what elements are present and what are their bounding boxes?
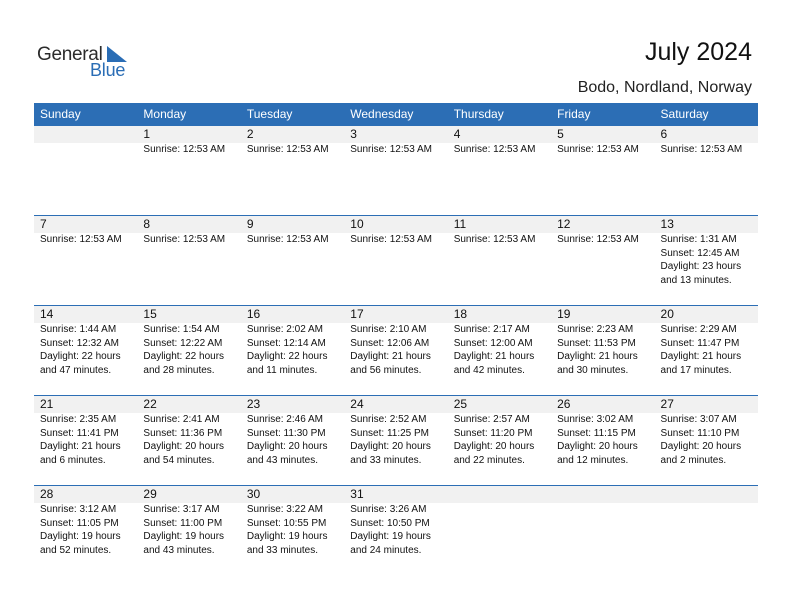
day-info-line: Daylight: 20 hours xyxy=(453,441,535,452)
day-info-line: Sunset: 11:00 PM xyxy=(143,517,223,529)
weekday-wednesday: Wednesday xyxy=(350,107,414,121)
day-info-line: Sunset: 12:32 AM xyxy=(40,337,119,349)
weekday-header xyxy=(34,103,758,125)
day-cell xyxy=(448,486,551,576)
day-cell xyxy=(34,126,137,216)
day-info-line: Sunrise: 2:35 AM xyxy=(40,414,117,425)
day-number: 19 xyxy=(551,306,654,323)
day-info-line: Sunset: 11:30 PM xyxy=(246,427,326,439)
day-number: 7 xyxy=(34,216,137,233)
day-cell xyxy=(551,486,654,576)
day-number: 28 xyxy=(34,486,137,503)
day-cell xyxy=(551,216,654,306)
day-number: 24 xyxy=(344,396,447,413)
day-info-line: Sunrise: 12:53 AM xyxy=(143,234,226,245)
day-cell xyxy=(34,216,137,306)
day-info-line: Daylight: 21 hours xyxy=(40,441,121,452)
day-number: 5 xyxy=(551,126,654,143)
day-number: 11 xyxy=(448,216,551,233)
day-info-line: Daylight: 20 hours xyxy=(246,441,328,452)
day-info-line: Daylight: 22 hours xyxy=(143,351,225,362)
day-info-line: Daylight: 21 hours xyxy=(350,351,431,362)
day-info-line: Sunrise: 2:46 AM xyxy=(246,414,323,425)
day-number xyxy=(655,486,758,503)
brand-name-blue: Blue xyxy=(90,60,126,80)
brand-logo xyxy=(37,44,137,80)
day-number: 18 xyxy=(448,306,551,323)
day-info-line: and 12 minutes. xyxy=(557,454,629,466)
day-info-line: Sunset: 11:47 PM xyxy=(660,337,740,349)
calendar-week xyxy=(34,305,758,396)
day-info-line: and 33 minutes. xyxy=(350,454,422,466)
day-info-line: and 43 minutes. xyxy=(246,454,319,466)
day-number: 31 xyxy=(344,486,447,503)
day-info-line: Sunset: 12:06 AM xyxy=(350,337,430,349)
day-info-line: Sunrise: 2:02 AM xyxy=(246,324,323,335)
day-info-line: Sunset: 11:53 PM xyxy=(557,337,636,349)
day-cell xyxy=(34,486,137,576)
day-info-line: and 47 minutes. xyxy=(40,364,112,376)
day-cell xyxy=(655,396,758,486)
day-info-line: and 56 minutes. xyxy=(350,364,422,376)
day-number: 12 xyxy=(551,216,654,233)
day-cell xyxy=(344,486,447,576)
day-info-line: Sunset: 11:25 PM xyxy=(350,427,430,439)
day-info-line: Sunrise: 2:52 AM xyxy=(350,414,427,425)
day-info-line: Daylight: 19 hours xyxy=(350,531,431,542)
day-number: 29 xyxy=(137,486,240,503)
day-cell xyxy=(551,126,654,216)
day-info-line: Sunrise: 2:29 AM xyxy=(660,324,737,335)
day-info-line: Sunset: 12:14 AM xyxy=(246,337,326,349)
day-info-line: Sunset: 10:55 PM xyxy=(246,517,327,529)
day-number: 14 xyxy=(34,306,137,323)
weekday-sunday: Sunday xyxy=(40,107,81,121)
day-number: 23 xyxy=(241,396,344,413)
day-info-line: Sunrise: 12:53 AM xyxy=(350,234,432,245)
day-number: 26 xyxy=(551,396,654,413)
day-info-line: Sunrise: 12:53 AM xyxy=(660,144,743,155)
day-info-line: and 17 minutes. xyxy=(660,364,732,376)
day-cell xyxy=(344,306,447,396)
day-info-line: Daylight: 20 hours xyxy=(660,441,742,452)
day-info-line: Sunset: 11:05 PM xyxy=(40,517,119,529)
day-cell xyxy=(655,306,758,396)
day-number: 8 xyxy=(137,216,240,233)
day-info-line: Sunrise: 3:22 AM xyxy=(246,504,323,515)
day-info-line: Sunrise: 12:53 AM xyxy=(40,234,122,245)
page-title: July 2024 xyxy=(644,38,752,66)
day-info-line: Sunrise: 1:31 AM xyxy=(660,234,737,245)
weekday-thursday: Thursday xyxy=(453,107,504,121)
weekday-friday: Friday xyxy=(557,107,591,121)
day-number: 3 xyxy=(344,126,447,143)
day-info-line: and 11 minutes. xyxy=(246,364,318,376)
day-info-line: Daylight: 19 hours xyxy=(143,531,225,542)
day-info-line: Daylight: 19 hours xyxy=(246,531,328,542)
day-info-line: and 6 minutes. xyxy=(40,454,106,466)
day-info-line: Daylight: 20 hours xyxy=(350,441,431,452)
day-info-line: Daylight: 22 hours xyxy=(246,351,328,362)
day-info-line: Sunrise: 12:53 AM xyxy=(143,144,226,155)
day-number xyxy=(448,486,551,503)
day-info-line: Sunrise: 2:10 AM xyxy=(350,324,427,335)
day-info-line: Sunset: 11:41 PM xyxy=(40,427,119,439)
day-info-line: Sunset: 11:20 PM xyxy=(453,427,533,439)
day-cell xyxy=(241,126,344,216)
brand-name-general: General xyxy=(37,44,103,65)
day-info-line: Sunrise: 12:53 AM xyxy=(246,234,329,245)
day-info-line: and 13 minutes. xyxy=(660,274,732,286)
day-cell xyxy=(344,216,447,306)
day-cell xyxy=(241,306,344,396)
day-info-line: Sunrise: 2:41 AM xyxy=(143,414,220,425)
day-info-line: Sunrise: 12:53 AM xyxy=(246,144,329,155)
day-info-line: Sunrise: 2:57 AM xyxy=(453,414,530,425)
day-info-line: Sunset: 12:45 AM xyxy=(660,247,740,259)
day-info-line: Sunrise: 3:17 AM xyxy=(143,504,220,515)
calendar-week xyxy=(34,215,758,306)
day-cell xyxy=(137,486,240,576)
day-info-line: Sunrise: 2:17 AM xyxy=(453,324,530,335)
calendar-week xyxy=(34,395,758,486)
day-info-line: Sunrise: 3:07 AM xyxy=(660,414,737,425)
day-info-line: Daylight: 20 hours xyxy=(143,441,225,452)
day-cell xyxy=(448,126,551,216)
calendar-week xyxy=(34,485,758,576)
day-number: 9 xyxy=(241,216,344,233)
day-number: 10 xyxy=(344,216,447,233)
day-info-line: Sunrise: 1:44 AM xyxy=(40,324,117,335)
day-number: 27 xyxy=(655,396,758,413)
day-info-line: Sunset: 12:00 AM xyxy=(453,337,533,349)
day-info-line: Sunrise: 3:02 AM xyxy=(557,414,634,425)
day-info-line: Sunrise: 3:12 AM xyxy=(40,504,117,515)
day-info-line: Sunrise: 12:53 AM xyxy=(453,234,536,245)
weekday-tuesday: Tuesday xyxy=(246,107,293,121)
day-info-line: and 42 minutes. xyxy=(453,364,525,376)
day-info-line: Daylight: 21 hours xyxy=(557,351,638,362)
day-number: 4 xyxy=(448,126,551,143)
location-label: Bodo, Nordland, Norway xyxy=(577,79,752,96)
day-cell xyxy=(655,126,758,216)
day-info-line: Sunrise: 12:53 AM xyxy=(557,234,639,245)
day-info-line: Daylight: 21 hours xyxy=(453,351,535,362)
day-info-line: Sunset: 11:10 PM xyxy=(660,427,740,439)
day-cell xyxy=(344,126,447,216)
day-number xyxy=(551,486,654,503)
day-info-line: and 54 minutes. xyxy=(143,454,215,466)
day-cell xyxy=(241,216,344,306)
day-info-line: and 30 minutes. xyxy=(557,364,629,376)
day-cell xyxy=(551,396,654,486)
day-info-line: Sunset: 12:22 AM xyxy=(143,337,223,349)
day-info-line: Daylight: 20 hours xyxy=(557,441,638,452)
day-cell xyxy=(448,216,551,306)
weekday-monday: Monday xyxy=(143,107,187,121)
day-info-line: Daylight: 22 hours xyxy=(40,351,121,362)
day-cell xyxy=(241,396,344,486)
day-cell xyxy=(137,126,240,216)
day-number: 16 xyxy=(241,306,344,323)
day-cell xyxy=(344,396,447,486)
calendar-week xyxy=(34,125,758,216)
day-number: 25 xyxy=(448,396,551,413)
day-info-line: Sunrise: 12:53 AM xyxy=(453,144,536,155)
day-cell xyxy=(551,306,654,396)
day-info-line: Sunrise: 12:53 AM xyxy=(350,144,432,155)
day-cell xyxy=(34,396,137,486)
day-info-line: Sunrise: 3:26 AM xyxy=(350,504,427,515)
day-info-line: Sunrise: 1:54 AM xyxy=(143,324,220,335)
day-number: 30 xyxy=(241,486,344,503)
day-info-line: Daylight: 23 hours xyxy=(660,261,742,272)
day-cell xyxy=(241,486,344,576)
day-number: 2 xyxy=(241,126,344,143)
day-cell xyxy=(655,216,758,306)
day-info-line: and 33 minutes. xyxy=(246,544,319,556)
day-number: 1 xyxy=(137,126,240,143)
day-number: 22 xyxy=(137,396,240,413)
day-number: 20 xyxy=(655,306,758,323)
day-info-line: Daylight: 21 hours xyxy=(660,351,742,362)
day-info-line: Sunset: 10:50 PM xyxy=(350,517,430,529)
day-info-line: and 28 minutes. xyxy=(143,364,215,376)
day-cell xyxy=(448,396,551,486)
day-info-line: and 2 minutes. xyxy=(660,454,727,466)
day-info-line: and 22 minutes. xyxy=(453,454,525,466)
day-cell xyxy=(655,486,758,576)
day-info-line: Sunrise: 12:53 AM xyxy=(557,144,639,155)
day-info-line: and 43 minutes. xyxy=(143,544,215,556)
day-cell xyxy=(137,216,240,306)
day-number: 6 xyxy=(655,126,758,143)
day-number: 15 xyxy=(137,306,240,323)
day-cell xyxy=(137,306,240,396)
day-info-line: and 52 minutes. xyxy=(40,544,112,556)
day-number: 21 xyxy=(34,396,137,413)
day-cell xyxy=(137,396,240,486)
weekday-saturday: Saturday xyxy=(660,107,709,121)
day-info-line: Sunset: 11:15 PM xyxy=(557,427,636,439)
day-cell xyxy=(448,306,551,396)
day-number: 13 xyxy=(655,216,758,233)
day-cell xyxy=(34,306,137,396)
day-number: 17 xyxy=(344,306,447,323)
day-info-line: Daylight: 19 hours xyxy=(40,531,121,542)
day-info-line: Sunset: 11:36 PM xyxy=(143,427,223,439)
day-number xyxy=(34,126,137,143)
day-info-line: and 24 minutes. xyxy=(350,544,422,556)
day-info-line: Sunrise: 2:23 AM xyxy=(557,324,634,335)
